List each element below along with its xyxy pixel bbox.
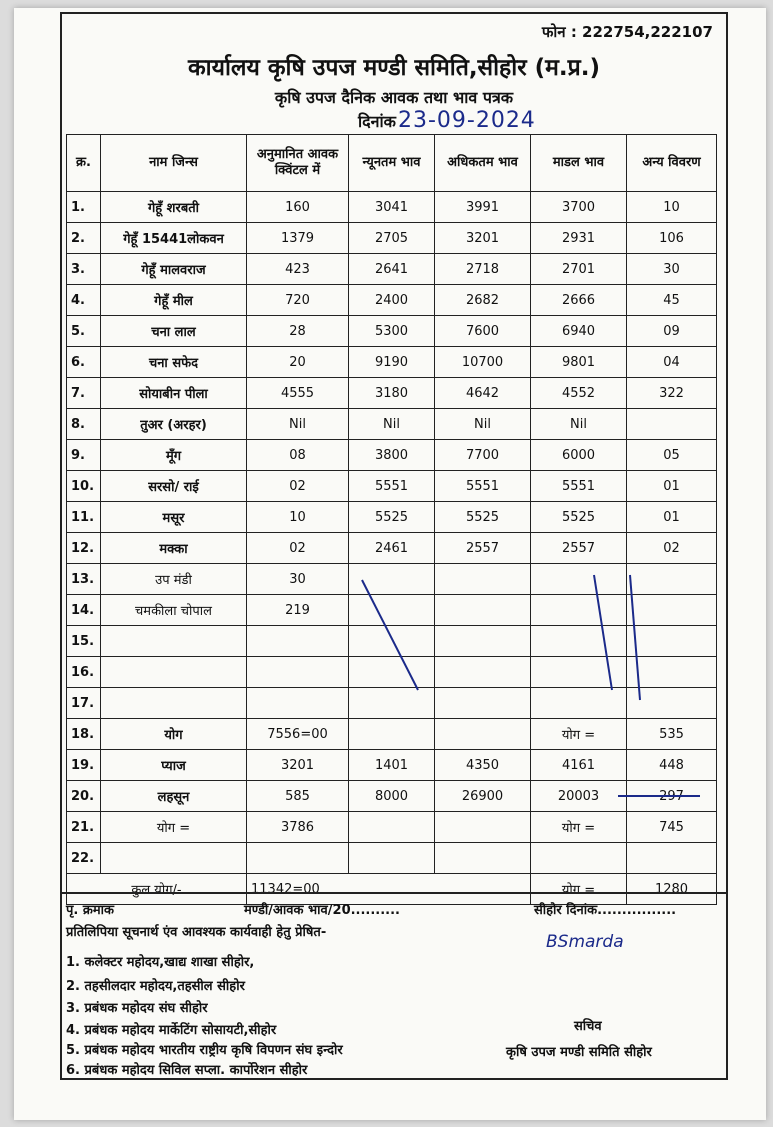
recipient-6: 6. प्रबंधक महोदय सिविल सप्ला. कार्पोरेशन सीहोर [66,1063,308,1078]
cell-model: 6940 [531,316,627,347]
cell-model: योग = [531,812,627,843]
cell-sn: 4. [67,285,101,316]
signature: BSmarda [546,932,624,952]
cell-sn: 14. [67,595,101,626]
cell-sn: 21. [67,812,101,843]
date-value: 23-09-2024 [397,108,536,133]
cell-arrival: 30 [247,564,349,595]
cell-min: 5551 [349,471,435,502]
cell-sn: 11. [67,502,101,533]
cell-arrival: Nil [247,409,349,440]
cell-arrival: 28 [247,316,349,347]
cell-model: 2557 [531,533,627,564]
cell-max: 2557 [435,533,531,564]
cell-model: 5551 [531,471,627,502]
cell-arrival: 3201 [247,750,349,781]
cell-min: 3800 [349,440,435,471]
cell-arrival: 10 [247,502,349,533]
cell-name: मूँग [101,440,247,471]
total-value: 11342=00 [247,874,531,905]
secretary-label: सचिव [574,1019,602,1034]
cell-name: गेहूँ 15441लोकवन [101,223,247,254]
total-yog-value: 1280 [627,874,717,905]
cell-max: 26900 [435,781,531,812]
cell-max: 4350 [435,750,531,781]
cell-other: 05 [627,440,717,471]
strike-line-min [362,580,418,690]
cell-name: सोयाबीन पीला [101,378,247,409]
cell-max: 2718 [435,254,531,285]
cell-arrival: 423 [247,254,349,285]
cell-min: 2641 [349,254,435,285]
reference-middle: मण्डी/आवक भाव/20.......... [244,903,401,918]
cell-arrival: 585 [247,781,349,812]
cell-name: तुअर (अरहर) [101,409,247,440]
cell-other: 02 [627,533,717,564]
cell-sn: 7. [67,378,101,409]
cell-sn: 19. [67,750,101,781]
recipient-4: 4. प्रबंधक महोदय मार्केटिंग सोसायटी,सीहोर [66,1023,277,1038]
cell-other: 09 [627,316,717,347]
cell-model: Nil [531,409,627,440]
cell-arrival: 3786 [247,812,349,843]
cell-model: 9801 [531,347,627,378]
cell-sn: 10. [67,471,101,502]
cell-other: 30 [627,254,717,285]
cell-name: गेहूँ मालवराज [101,254,247,285]
col-header-other: अन्य विवरण [627,135,717,192]
cell-max: 7700 [435,440,531,471]
cell-max: 2682 [435,285,531,316]
cell-name: गेहूँ शरबती [101,192,247,223]
cell-other: 10 [627,192,717,223]
cell-arrival: 720 [247,285,349,316]
cell-other: 45 [627,285,717,316]
reference-date: सीहोर दिनांक................ [534,903,677,918]
cell-name: चमकीला चोपाल [101,595,247,626]
cell-name: लहसून [101,781,247,812]
cell-min: 3180 [349,378,435,409]
cell-max: 3991 [435,192,531,223]
cell-arrival: 219 [247,595,349,626]
cell-min: 2400 [349,285,435,316]
cell-name: प्याज [101,750,247,781]
cell-min: 1401 [349,750,435,781]
cell-name: योग [101,719,247,750]
cell-min: 8000 [349,781,435,812]
cell-model: 20003 [531,781,627,812]
recipient-5: 5. प्रबंधक महोदय भारतीय राष्ट्रीय कृषि विपणन संघ इन्दोर [66,1043,343,1058]
cell-sn: 3. [67,254,101,285]
cell-model: 2931 [531,223,627,254]
recipient-2: 2. तहसीलदार महोदय,तहसील सीहोर [66,979,245,994]
cell-other: 745 [627,812,717,843]
office-title: कार्यालय कृषि उपज मण्डी समिति,सीहोर (म.प्र.) [188,55,600,81]
total-label: कुल योग/- [67,874,247,905]
phone-numbers: फोन : 222754,222107 [541,23,713,41]
cell-min: 5300 [349,316,435,347]
cell-other: 322 [627,378,717,409]
cell-sn: 15. [67,626,101,657]
cell-max: Nil [435,409,531,440]
cell-min: 3041 [349,192,435,223]
cell-sn: 20. [67,781,101,812]
col-header-arrival: अनुमानित आवक क्विंटल में [247,135,349,192]
cell-sn: 6. [67,347,101,378]
cell-other: 535 [627,719,717,750]
cell-sn: 8. [67,409,101,440]
col-header-sn: क्र. [67,135,101,192]
cell-model: 3700 [531,192,627,223]
cell-arrival: 02 [247,471,349,502]
cell-max: 3201 [435,223,531,254]
cell-arrival: 4555 [247,378,349,409]
cell-name: गेहूँ मील [101,285,247,316]
cell-max: 7600 [435,316,531,347]
cell-sn: 16. [67,657,101,688]
copy-to-line: प्रतिलिपिया सूचनार्थ एंव आवश्यक कार्यवाही हेतु प्रेषित- [66,925,327,940]
committee-label: कृषि उपज मण्डी समिति सीहोर [506,1045,652,1060]
cell-arrival: 7556=00 [247,719,349,750]
cell-arrival: 160 [247,192,349,223]
cell-model: 6000 [531,440,627,471]
cell-model: 2666 [531,285,627,316]
cell-name: योग = [101,812,247,843]
cell-name: चना लाल [101,316,247,347]
col-header-min: न्यूनतम भाव [349,135,435,192]
cell-sn: 2. [67,223,101,254]
col-header-max: अधिकतम भाव [435,135,531,192]
cell-model: 5525 [531,502,627,533]
cell-min: 2705 [349,223,435,254]
recipient-3: 3. प्रबंधक महोदय संघ सीहोर [66,1001,208,1016]
cell-min: 9190 [349,347,435,378]
cell-min: 5525 [349,502,435,533]
cell-max: 10700 [435,347,531,378]
cell-sn: 17. [67,688,101,719]
cell-arrival: 02 [247,533,349,564]
cell-other: 106 [627,223,717,254]
cell-arrival: 08 [247,440,349,471]
cell-max: 5551 [435,471,531,502]
cell-sn: 13. [67,564,101,595]
cell-sn: 1. [67,192,101,223]
report-title: कृषि उपज दैनिक आवक तथा भाव पत्रक [274,88,514,107]
cell-max: 4642 [435,378,531,409]
cell-other: 01 [627,471,717,502]
cell-other: 448 [627,750,717,781]
col-header-model: माडल भाव [531,135,627,192]
col-header-name: नाम जिन्स [101,135,247,192]
cell-arrival: 1379 [247,223,349,254]
recipient-1: 1. कलेक्टर महोदय,खाद्य शाखा सीहोर, [66,955,255,970]
cell-model: योग = [531,719,627,750]
cell-name: उप मंडी [101,564,247,595]
cell-name: चना सफेद [101,347,247,378]
cell-min: 2461 [349,533,435,564]
cell-name: सरसो/ राई [101,471,247,502]
cell-model: 4161 [531,750,627,781]
cell-sn: 22. [67,843,101,874]
reference-label: पृ. क्रमाक [66,903,114,918]
cell-model: 4552 [531,378,627,409]
cell-other: 04 [627,347,717,378]
cell-sn: 5. [67,316,101,347]
cell-min: Nil [349,409,435,440]
date-label: दिनांक [358,112,396,131]
cell-sn: 18. [67,719,101,750]
cell-other: 297 [627,781,717,812]
cell-name: मसूर [101,502,247,533]
cell-sn: 9. [67,440,101,471]
strike-line-model [594,575,612,690]
total-yog-label: योग = [531,874,627,905]
strike-line-other [630,575,640,700]
cell-model: 2701 [531,254,627,285]
cell-max: 5525 [435,502,531,533]
cell-arrival: 20 [247,347,349,378]
cell-sn: 12. [67,533,101,564]
cell-other: 01 [627,502,717,533]
cell-name: मक्का [101,533,247,564]
